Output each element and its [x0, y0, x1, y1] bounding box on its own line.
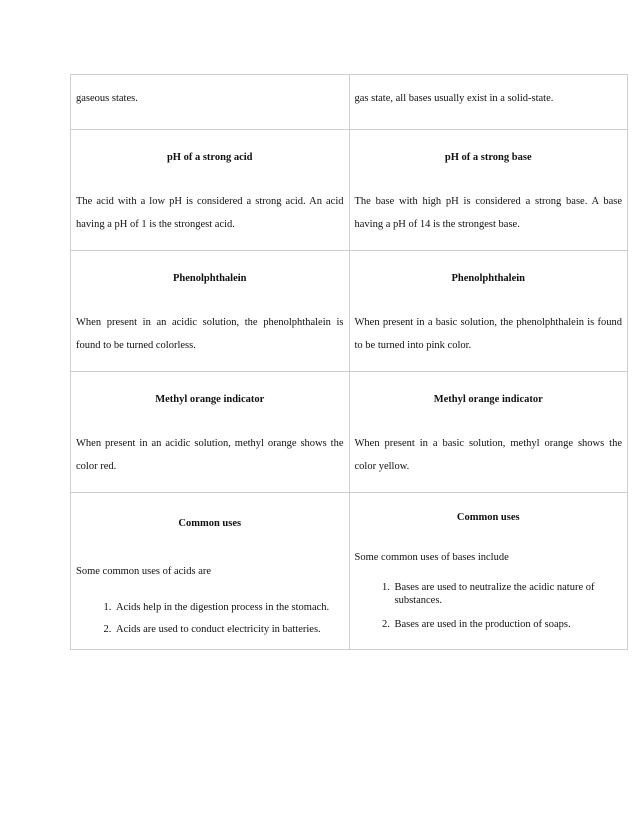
base-section-heading: Methyl orange indicator: [433, 394, 543, 405]
acid-continuation-text: gaseous states.: [76, 93, 138, 104]
acid-cell: [71, 251, 350, 372]
base-section-text: When present in a basic solution, methyl orange shows the color yellow.: [354, 437, 622, 472]
base-cell: [349, 130, 628, 251]
list-item: 2. Acids are used to conduct electricity in batteries.: [114, 623, 344, 636]
acid-cell: [71, 493, 350, 650]
acid-cell: [71, 75, 350, 130]
acid-uses-list: [76, 601, 344, 636]
list-item: 2. Bases are used in the production of soaps.: [393, 618, 623, 631]
acid-cell: [71, 130, 350, 251]
acid-cell: [71, 372, 350, 493]
acid-section-heading: Phenolphthalein: [172, 273, 247, 284]
table-row: [71, 251, 628, 372]
base-cell: [349, 251, 628, 372]
base-uses-list: [355, 581, 623, 631]
base-section-heading: Phenolphthalein: [451, 273, 526, 284]
base-cell: [349, 372, 628, 493]
acid-section-text: When present in an acidic solution, the phenolphthalein is found to be turned colorless.: [76, 316, 344, 351]
base-cell: [349, 75, 628, 130]
list-item: 1. Bases are used to neutralize the acidic nature of substances.: [393, 581, 623, 607]
acid-uses-heading: Common uses: [178, 518, 242, 529]
acid-section-text: When present in an acidic solution, methyl orange shows the color red.: [76, 437, 344, 472]
base-uses-heading: Common uses: [456, 512, 520, 523]
base-uses-intro: Some common uses of bases include: [354, 551, 509, 563]
table-row: [71, 75, 628, 130]
base-section-heading: pH of a strong base: [444, 152, 532, 163]
acid-uses-intro: Some common uses of acids are: [76, 565, 212, 577]
table-row: [71, 130, 628, 251]
base-cell: [349, 493, 628, 650]
base-section-text: The base with high pH is considered a strong base. A base having a pH of 14 is the strongest base.: [354, 195, 622, 230]
table-row: [71, 372, 628, 493]
acid-section-heading: pH of a strong acid: [166, 152, 253, 163]
comparison-table: [70, 74, 628, 650]
base-section-text: When present in a basic solution, the phenolphthalein is found to be turned into pink color.: [354, 316, 622, 351]
acid-section-heading: Methyl orange indicator: [155, 394, 265, 405]
base-continuation-text: gas state, all bases usually exist in a solid-state.: [354, 93, 554, 104]
list-item: 1. Acids help in the digestion process in the stomach.: [114, 601, 344, 614]
table-row: [71, 493, 628, 650]
acid-section-text: The acid with a low pH is considered a strong acid. An acid having a pH of 1 is the strongest acid.: [76, 195, 344, 230]
